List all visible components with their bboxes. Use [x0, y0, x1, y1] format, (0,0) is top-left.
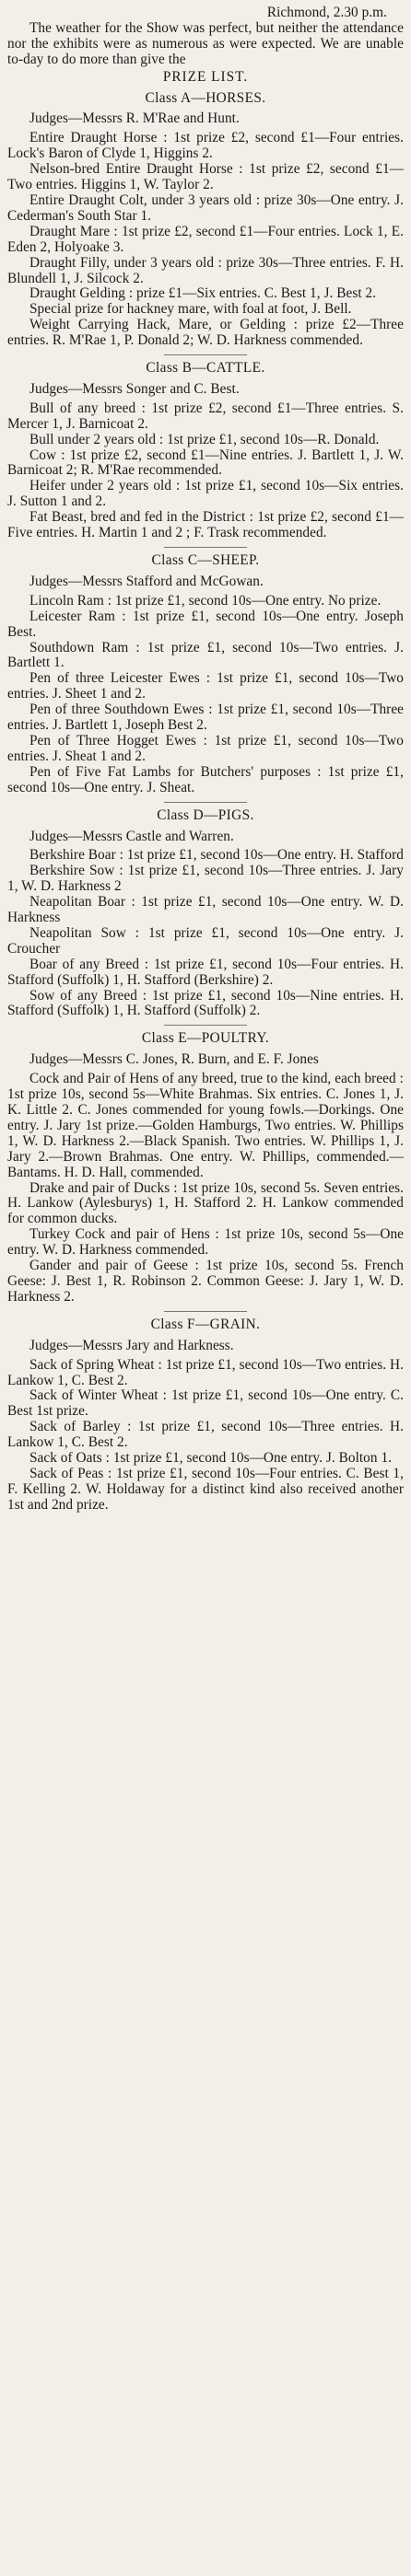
judges-line: Judges—Messrs R. M'Rae and Hunt.: [29, 110, 240, 127]
judges-line: Judges—Messrs Songer and C. Best.: [29, 380, 240, 397]
section-divider: [164, 1311, 247, 1312]
prize-entry: Drake and pair of Ducks : 1st prize 10s, second 5s. Seven entries. H. Lankow (Aylesburys) 1, H. Stafford 2. H. Lankow commended for common ducks.: [7, 1179, 404, 1227]
class-section: [7, 91, 404, 350]
prize-entry: Sack of Peas : 1st prize £1, second 10s—Four entries. C. Best 1, F. Kelling 2. W. Holdaway for a distinct kind also received another 1st and 2nd prize.: [7, 1465, 404, 1513]
prize-entry: Berkshire Boar : 1st prize £1, second 10s—One entry. H. Stafford: [29, 847, 404, 864]
prize-entry: Pen of three Southdown Ewes : 1st prize £1, second 10s—Three entries. J. Bartlett 1, Joseph Best 2.: [7, 702, 404, 734]
prize-entry: Draught Gelding : prize £1—Six entries. C. Best 1, J. Best 2.: [29, 285, 377, 302]
prize-entry: Southdown Ram : 1st prize £1, second 10s—Two entries. J. Bartlett 1.: [7, 639, 404, 671]
prize-entry: Neapolitan Sow : 1st prize £1, second 10s—One entry. J. Croucher: [7, 924, 404, 957]
prize-entry: Fat Beast, bred and fed in the District : 1st prize £2, second £1—Five entries. H. Martin 1 and 2 ; F. Trask recommended.: [7, 509, 404, 541]
class-heading: Class C—SHEEP.: [151, 552, 260, 568]
class-section: [7, 1025, 404, 1305]
prize-entry: Heifer under 2 years old : 1st prize £1, second 10s—Six entries. J. Sutton 1 and 2.: [7, 478, 404, 510]
prize-entry: Pen of Three Hogget Ewes : 1st prize £1, second 10s—Two entries. J. Sheat 1 and 2.: [7, 732, 404, 764]
prize-entry: Sack of Spring Wheat : 1st prize £1, second 10s—Two entries. H. Lankow 1, C. Best 2.: [7, 1356, 404, 1388]
class-heading: Class A—HORSES.: [145, 89, 266, 106]
prize-entry: Berkshire Sow : 1st prize £1, second 10s—Three entries. J. Jary 1, W. D. Harkness 2: [7, 863, 404, 895]
prize-list-title: PRIZE LIST.: [162, 68, 249, 85]
prize-entry: Draught Filly, under 3 years old : prize 30s—Three entries. F. H. Blundell 1, J. Silcock 2.: [7, 254, 404, 286]
prize-entry: Pen of three Leicester Ewes : 1st prize £1, second 10s—Two entries. J. Sheet 1 and 2.: [7, 670, 404, 702]
judges-line: Judges—Messrs Stafford and McGowan.: [29, 573, 264, 589]
class-section: [7, 802, 404, 1020]
prize-entry: Cow : 1st prize £2, second £1—Nine entries. J. Bartlett 1, J. W. Barnicoat 2; R. M'Rae recommended.: [7, 447, 404, 479]
section-divider: [164, 802, 247, 803]
prize-entry: Boar of any Breed : 1st prize £1, second 10s—Four entries. H. Stafford (Suffolk) 1, H. Stafford (Berkshire) 2.: [7, 956, 404, 988]
class-section: [7, 547, 404, 796]
judges-line: Judges—Messrs Jary and Harkness.: [29, 1337, 234, 1353]
class-heading: Class F—GRAIN.: [150, 1316, 261, 1332]
prize-entry: Pen of Five Fat Lambs for Butchers' purposes : 1st prize £1, second 10s—One entry. J. Sheat.: [7, 763, 404, 795]
prize-entry: Nelson-bred Entire Draught Horse : 1st prize £2, second £1—Two entries. Higgins 1, W. Taylor 2.: [7, 161, 404, 193]
section-divider: [164, 1025, 247, 1026]
prize-entry: Sow of any Breed : 1st prize £1, second 10s—Nine entries. H. Stafford (Suffolk) 1, H. Stafford (Suffolk) 2.: [7, 987, 404, 1019]
prize-entry: Neapolitan Boar : 1st prize £1, second 10s—One entry. W. D. Harkness: [7, 894, 404, 926]
prize-entry: Special prize for hackney mare, with foal at foot, J. Bell.: [29, 301, 352, 318]
intro-paragraph: The weather for the Show was perfect, but neither the attendance nor the exhibits were as numerous as were expected. We are unable to-day to do more than give the: [7, 19, 404, 67]
prize-entry: Lincoln Ram : 1st prize £1, second 10s—One entry. No prize.: [29, 592, 382, 609]
prize-entry: Bull under 2 years old : 1st prize £1, second 10s—R. Donald.: [29, 431, 380, 447]
prize-entry: Weight Carrying Hack, Mare, or Gelding : prize £2—Three entries. R. M'Rae 1, P. Donald 2; W. D. Harkness commended.: [7, 317, 404, 349]
prize-entry: Leicester Ram : 1st prize £1, second 10s—One entry. Joseph Best.: [7, 608, 404, 640]
class-heading: Class D—PIGS.: [157, 806, 254, 823]
prize-sections: [7, 91, 404, 1514]
judges-line: Judges—Messrs Castle and Warren.: [29, 828, 234, 844]
prize-entry: Sack of Barley : 1st prize £1, second 10s—Three entries. H. Lankow 1, C. Best 2.: [7, 1419, 404, 1451]
dateline: Richmond, 2.30 p.m.: [266, 5, 387, 20]
judges-line: Judges—Messrs C. Jones, R. Burn, and E. F. Jones: [29, 1051, 319, 1068]
prize-entry: Draught Mare : 1st prize £2, second £1—Four entries. Lock 1, E. Eden 2, Holyoake 3.: [7, 223, 404, 255]
section-divider: [164, 354, 247, 355]
prize-entry: Entire Draught Horse : 1st prize £2, second £1—Four entries. Lock's Baron of Clyde 1, Higgins 2.: [7, 130, 404, 162]
prize-entry: Cock and Pair of Hens of any breed, true to the kind, each breed : 1st prize 10s, second 5s—White Brahmas. Six entries. C. Jones 1, J. K. Little 2. C. Jones commended for young fowls.—Dorkings. One entry. J. Jary 1st prize.—Golden Hamburgs, Two entries. W. Phillips 1, W. D. Harkness 2.—Black Spanish. Two entries. W. Phillips 1, J. Jary 2.—Brown Brahmas. One entry. W. Phillips, commended.—Bantams. H. D. Hall, commended.: [7, 1071, 404, 1180]
prize-entry: Sack of Oats : 1st prize £1, second 10s—One entry. J. Bolton 1.: [29, 1450, 393, 1467]
prize-entry: Bull of any breed : 1st prize £2, second £1—Three entries. S. Mercer 1, J. Barnicoat 2.: [7, 400, 404, 432]
prize-entry: Turkey Cock and pair of Hens : 1st prize 10s, second 5s—One entry. W. D. Harkness commended.: [7, 1226, 404, 1259]
section-divider: [164, 547, 247, 548]
prize-entry: Entire Draught Colt, under 3 years old : prize 30s—One entry. J. Cederman's South Star 1.: [7, 191, 404, 224]
class-heading: Class E—POULTRY.: [141, 1030, 270, 1047]
prize-entry: Gander and pair of Geese : 1st prize 10s, second 5s. French Geese: J. Best 1, R. Robinson 2. Common Geese: J. Jary 1, W. D. Harkness 2.: [7, 1258, 404, 1305]
class-section: [7, 1311, 404, 1514]
class-section: [7, 354, 404, 541]
class-heading: Class B—CATTLE.: [146, 360, 265, 377]
prize-entry: Sack of Winter Wheat : 1st prize £1, second 10s—One entry. C. Best 1st prize.: [7, 1387, 404, 1420]
